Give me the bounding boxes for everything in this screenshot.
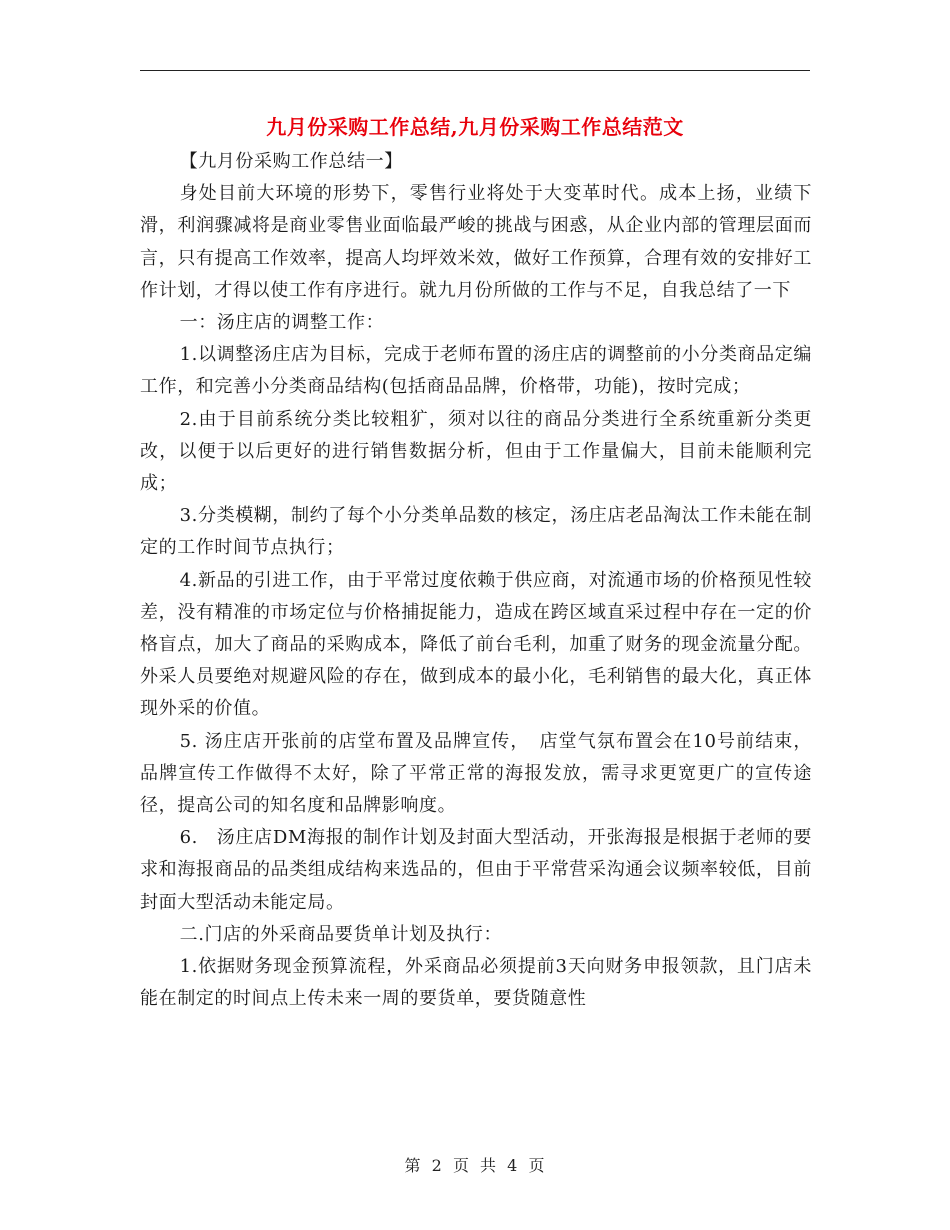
- list-item-4: 4.新品的引进工作，由于平常过度依赖于供应商，对流通市场的价格预见性较差，没有精准的市场定位与价格捕捉能力，造成在跨区域直采过程中存在一定的价格盲点，加大了商品的采购成本，降低了前台毛利，加重了财务的现金流量分配。外采人员要绝对规避风险的存在，做到成本的最小化，毛利销售的最大化，真正体现外采的价值。: [140, 569, 812, 720]
- list-item-6: 6. 汤庄店DM海报的制作计划及封面大型活动，开张海报是根据于老师的要求和海报商品的品类组成结构来选品的，但由于平常营采沟通会议频率较低，目前封面大型活动未能定局。: [140, 827, 812, 913]
- total-pages-number: 4: [507, 1156, 519, 1175]
- page-label-mid: 页: [452, 1156, 470, 1175]
- section-heading-purchase-orders: 二.门店的外采商品要货单计划及执行：: [179, 923, 503, 945]
- list-item-1: 1.以调整汤庄店为目标，完成于老师布置的汤庄店的调整前的小分类商品定编工作，和完善小分类商品结构(包括商品品牌，价格带，功能)，按时完成；: [140, 344, 812, 398]
- page-label-prefix: 第: [404, 1156, 422, 1175]
- current-page-number: 2: [431, 1156, 443, 1175]
- list-item-3: 3.分类模糊，制约了每个小分类单品数的核定，汤庄店老品淘汰工作未能在制定的工作时间节点执行；: [140, 505, 812, 559]
- page-footer: [0, 1153, 950, 1176]
- header-rule: [140, 70, 810, 71]
- total-prefix: 共: [480, 1156, 498, 1175]
- list-item-purchase-1: 1.依据财务现金预算流程，外采商品必须提前3天向财务申报领款，且门店未能在制定的时间点上传未来一周的要货单，要货随意性: [140, 956, 812, 1010]
- intro-paragraph: 身处目前大环境的形势下，零售行业将处于大变革时代。成本上扬，业绩下滑，利润骤减将是商业零售业面临最严峻的挑战与困惑，从企业内部的管理层面而言，只有提高工作效率，提高人均坪效米效，做好工作预算，合理有效的安排好工作计划，才得以使工作有序进行。就九月份所做的工作与不足，自我总结了一下: [140, 183, 812, 301]
- document-title: 九月份采购工作总结,九月份采购工作总结范文: [266, 115, 684, 139]
- section-heading-part-one: 【九月份采购工作总结一】: [179, 151, 403, 172]
- page-label-suffix: 页: [528, 1156, 546, 1175]
- list-item-5: 5. 汤庄店开张前的店堂布置及品牌宣传， 店堂气氛布置会在10号前结束，品牌宣传工作做得不太好，除了平常正常的海报发放，需寻求更宽更广的宣传途径，提高公司的知名度和品牌影响度。: [140, 730, 812, 817]
- document-body: [140, 146, 812, 1015]
- section-heading-tangzhuang: 一：汤庄店的调整工作：: [179, 312, 385, 334]
- list-item-2: 2.由于目前系统分类比较粗犷，须对以往的商品分类进行全系统重新分类更改，以便于以后更好的进行销售数据分析，但由于工作量偏大，目前未能顺利完成；: [140, 408, 812, 495]
